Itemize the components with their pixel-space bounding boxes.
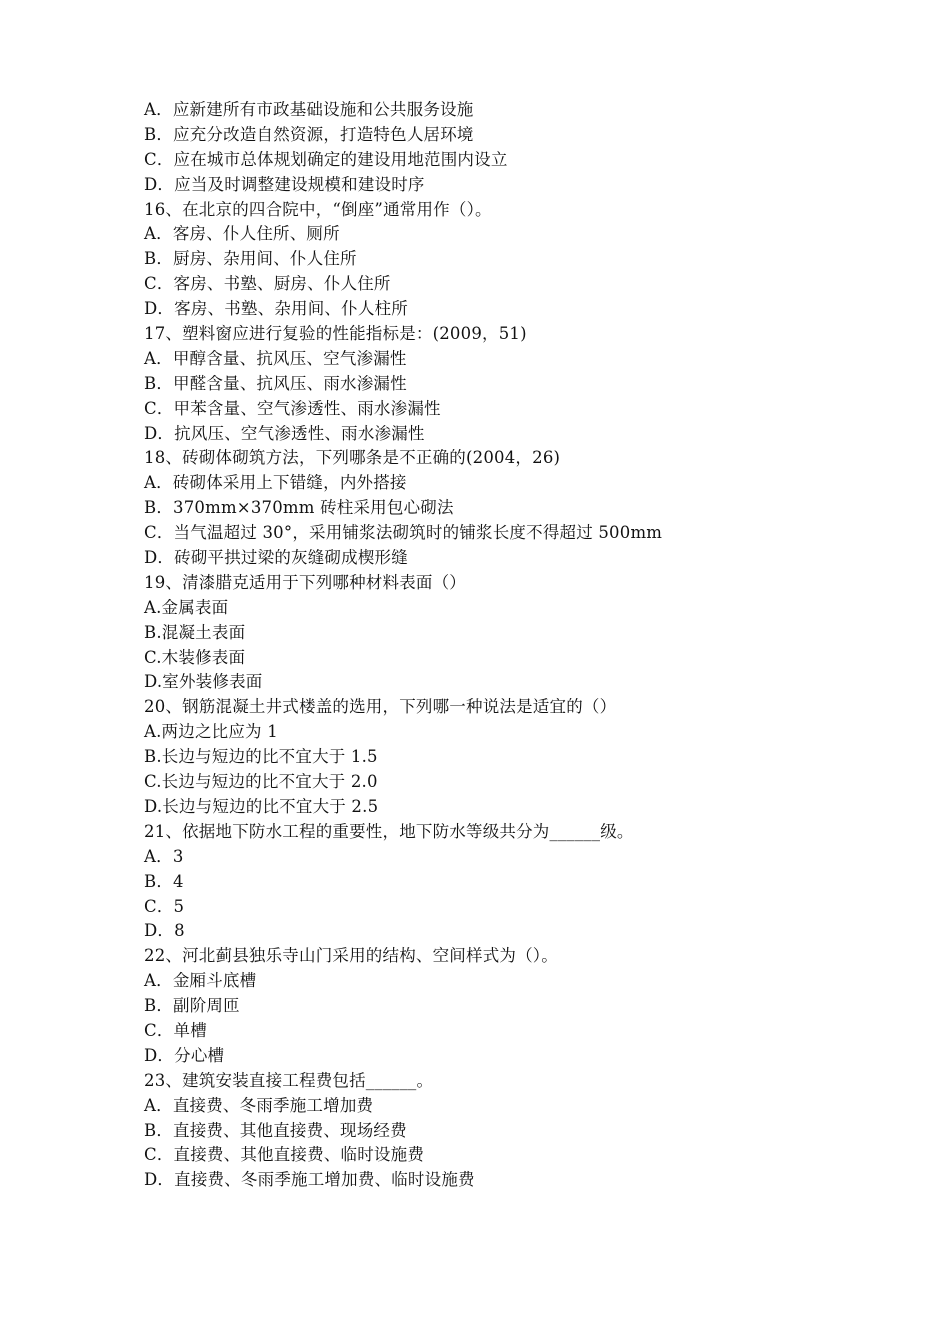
q23-option-c: C．直接费、其他直接费、临时设施费	[144, 1145, 425, 1165]
q21-option-b: B．4	[144, 871, 184, 891]
q16-option-a: A．客房、仆人住所、厕所	[144, 224, 340, 244]
q17-option-b: B．甲醛含量、抗风压、雨水渗漏性	[144, 373, 407, 393]
q21-option-a: A．3	[144, 846, 184, 866]
q19-option-a: A.金属表面	[144, 597, 229, 617]
q20-option-a: A.两边之比应为 1	[144, 722, 278, 742]
q21-option-c: C．5	[144, 896, 185, 916]
q20-option-d: D.长边与短边的比不宜大于 2.5	[144, 796, 379, 816]
question-22: 22、河北蓟县独乐寺山门采用的结构、空间样式为（）。	[144, 946, 558, 966]
q22-option-a: A．金厢斗底槽	[144, 971, 257, 991]
question-20: 20、钢筋混凝土井式楼盖的选用，下列哪一种说法是适宜的（）	[144, 697, 617, 717]
option-a-text: A．应新建所有市政基础设施和公共服务设施	[144, 100, 474, 119]
q18-option-d: D．砖砌平拱过梁的灰缝砌成楔形缝	[144, 548, 408, 568]
q23-option-a: A．直接费、冬雨季施工增加费	[144, 1095, 374, 1115]
q22-option-c: C．单槽	[144, 1020, 207, 1040]
q17-option-c: C．甲苯含量、空气渗透性、雨水渗漏性	[144, 398, 441, 418]
q19-option-b: B.混凝土表面	[144, 622, 246, 642]
q17-option-a: A．甲醇含量、抗风压、空气渗漏性	[144, 348, 407, 368]
q21-option-d: D．8	[144, 921, 185, 941]
question-19: 19、清漆腊克适用于下列哪种材料表面（）	[144, 572, 466, 592]
q16-option-b: B．厨房、杂用间、仆人住所	[144, 249, 357, 269]
option-b-text: B．应充分改造自然资源，打造特色人居环境	[144, 124, 474, 144]
q20-option-b: B.长边与短边的比不宜大于 1.5	[144, 747, 378, 767]
q19-option-c: C.木装修表面	[144, 647, 246, 667]
question-18: 18、砖砌体砌筑方法，下列哪条是不正确的(2004，26)	[144, 448, 561, 468]
q19-option-d: D.室外装修表面	[144, 672, 263, 692]
q22-option-b: B．副阶周匝	[144, 996, 240, 1016]
q20-option-c: C.长边与短边的比不宜大于 2.0	[144, 772, 378, 792]
q17-option-d: D．抗风压、空气渗透性、雨水渗漏性	[144, 423, 425, 443]
q23-option-d: D．直接费、冬雨季施工增加费、临时设施费	[144, 1170, 475, 1190]
option-c-text: C．应在城市总体规划确定的建设用地范围内设立	[144, 149, 508, 169]
question-16: 16、在北京的四合院中，“倒座”通常用作（）。	[144, 199, 492, 219]
question-text-block	[144, 98, 844, 1193]
q18-option-b: B．370mm×370mm 砖柱采用包心砌法	[144, 498, 454, 518]
q16-option-d: D．客房、书塾、杂用间、仆人柱所	[144, 299, 408, 319]
question-21: 21、依据地下防水工程的重要性，地下防水等级共分为______级。	[144, 821, 634, 841]
q18-option-c: C．当气温超过 30°，采用铺浆法砌筑时的铺浆长度不得超过 500mm	[144, 523, 663, 543]
q22-option-d: D．分心槽	[144, 1045, 225, 1065]
q23-option-b: B．直接费、其他直接费、现场经费	[144, 1120, 407, 1140]
question-23: 23、建筑安装直接工程费包括______。	[144, 1070, 434, 1090]
option-d-text: D．应当及时调整建设规模和建设时序	[144, 174, 425, 194]
q16-option-c: C．客房、书塾、厨房、仆人住所	[144, 274, 391, 294]
question-17: 17、塑料窗应进行复验的性能指标是：(2009，51)	[144, 324, 527, 344]
q18-option-a: A．砖砌体采用上下错缝，内外搭接	[144, 473, 407, 493]
